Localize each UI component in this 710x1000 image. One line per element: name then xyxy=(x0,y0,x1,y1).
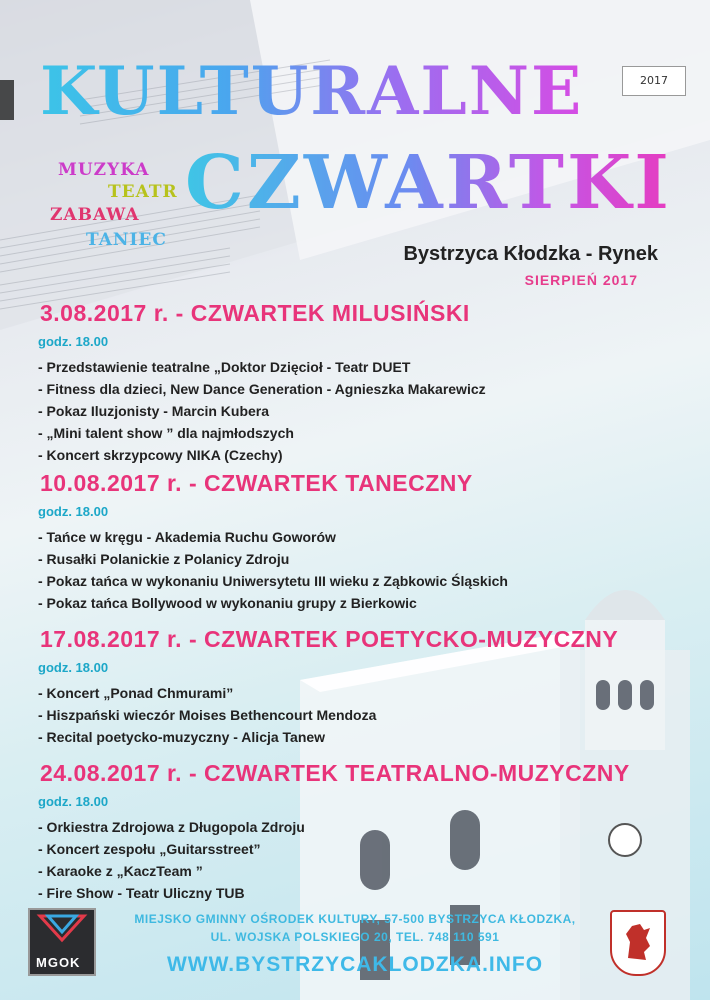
event-location: Bystrzyca Kłodzka - Rynek xyxy=(403,243,658,265)
section-heading: 17.08.2017 r. - CZWARTEK POETYCKO-MUZYCZNY xyxy=(40,626,619,652)
program-item: - Karaoke z „KaczTeam ” xyxy=(38,863,203,879)
section-heading: 3.08.2017 r. - CZWARTEK MILUSIŃSKI xyxy=(40,300,470,326)
event-month: SIERPIEŃ 2017 xyxy=(524,272,638,288)
program-item: - Fire Show - Teatr Uliczny TUB xyxy=(38,885,245,901)
event-section xyxy=(0,760,710,905)
tag-music: MUZYKA xyxy=(58,160,150,180)
year-badge: 2017 xyxy=(622,66,686,96)
program-list xyxy=(38,682,376,748)
program-item: - „Mini talent show ” dla najmłodszych xyxy=(38,425,294,441)
program-list xyxy=(38,526,508,614)
program-item: - Przedstawienie teatralne „Doktor Dzięcioł - Teatr DUET xyxy=(38,359,411,375)
section-time: godz. 18.00 xyxy=(38,334,109,349)
program-item: - Pokaz Iluzjonisty - Marcin Kubera xyxy=(38,403,270,419)
program-item: - Recital poetycko-muzyczny - Alicja Tanew xyxy=(38,729,326,745)
event-section xyxy=(0,300,710,463)
tag-dance: TANIEC xyxy=(86,230,167,250)
section-heading: 10.08.2017 r. - CZWARTEK TANECZNY xyxy=(40,470,473,496)
program-item: - Pokaz tańca Bollywood w wykonaniu grupy z Bierkowic xyxy=(38,595,417,611)
program-item: - Orkiestra Zdrojowa z Długopola Zdroju xyxy=(38,819,305,835)
website-link[interactable]: WWW.BYSTRZYCAKLODZKA.INFO xyxy=(166,953,544,976)
section-time: godz. 18.00 xyxy=(38,660,109,675)
tag-fun: ZABAWA xyxy=(50,205,140,225)
title-line1: KULTURALNE xyxy=(40,52,584,130)
footer-address-line2: UL. WOJSKA POLSKIEGO 20, TEL. 748 110 591 xyxy=(210,930,500,944)
section-time: godz. 18.00 xyxy=(38,504,109,519)
footer-address-line1: MIEJSKO GMINNY OŚRODEK KULTURY, 57-500 BYSTRZYCA KŁODZKA, xyxy=(134,912,576,926)
program-list xyxy=(38,816,305,904)
program-item: - Tańce w kręgu - Akademia Ruchu Goworów xyxy=(38,529,336,545)
title-line2: CZWARTKI xyxy=(185,140,672,226)
program-item: - Fitness dla dzieci, New Dance Generation - Agnieszka Makarewicz xyxy=(38,381,486,397)
event-section xyxy=(0,470,710,615)
section-time: godz. 18.00 xyxy=(38,794,109,809)
program-list xyxy=(38,356,486,466)
program-item: - Koncert „Ponad Chmurami” xyxy=(38,685,234,701)
coat-of-arms-icon xyxy=(610,910,666,976)
event-section xyxy=(0,626,710,751)
section-heading: 24.08.2017 r. - CZWARTEK TEATRALNO-MUZYCZNY xyxy=(40,760,630,786)
program-item: - Koncert zespołu „Guitarsstreet” xyxy=(38,841,261,857)
logo-text: MGOK xyxy=(36,955,81,970)
program-item: - Hiszpański wieczór Moises Bethencourt Mendoza xyxy=(38,707,377,723)
program-item: - Koncert skrzypcowy NIKA (Czechy) xyxy=(38,447,283,463)
program-item: - Rusałki Polanickie z Polanicy Zdroju xyxy=(38,551,290,567)
program-item: - Pokaz tańca w wykonaniu Uniwersytetu III wieku z Ząbkowic Śląskich xyxy=(38,573,508,589)
tag-theatre: TEATR xyxy=(108,182,178,202)
